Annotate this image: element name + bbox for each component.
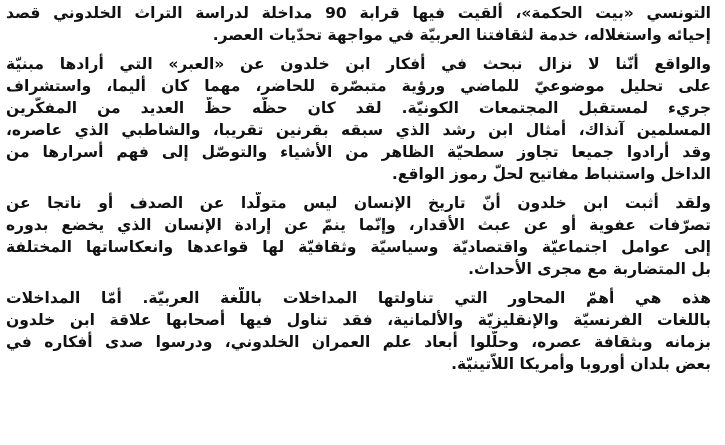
text-line: بعض بلدان أوروبا وأمريكا اللاّتينيّة. <box>451 355 711 373</box>
text-line: بزمانه وبثقافة عصره، وحلّلوا أبعاد علم العمران الخلدوني، ودرسوا صدى أفكاره في <box>6 333 711 351</box>
text-line: ولقد أثبت ابن خلدون أنّ تاريخ الإنسان ليس متولّدا عن الصدف أو ناتجا عن <box>6 194 711 212</box>
paragraph-1 <box>6 2 711 46</box>
text-line: تصرّفات عفوية أو عن عبث الأقدار، وإنّما ينمّ عن إرادة الإنسان الذي يخضع بدوره <box>6 216 711 234</box>
text-line: على تحليل موضوعيّ للماضي ورؤية متبصّرة للحاضر، مهما كان أليما، واستشراف <box>6 77 711 95</box>
text-line: باللغات الفرنسيّة والإنقليزيّة والألمانية، فقد تناول فيها أصحابها علاقة ابن خلدون <box>6 311 711 329</box>
text-line: الداخل واستنباط مفاتيح لحلّ رموز الواقع. <box>391 165 711 183</box>
text-line: التونسي «بيت الحكمة»، ألقيت فيها قرابة 90 مداخلة لدراسة التراث الخلدوني قصد <box>6 4 711 22</box>
paragraph-gap <box>6 46 711 53</box>
text-line: والواقع أنّنا لا نزال نبحث في أفكار ابن خلدون عن «العبر» التي أرادها مبنيّة <box>6 55 711 73</box>
text-line: المسلمين آنذاك، أمثال ابن رشد الذي سبقه بقرنين تقريبا، والشاطبي الذي عاصره، <box>6 121 711 139</box>
text-line: إلى عوامل اجتماعيّة واقتصاديّة وسياسيّة وثقافيّة لها قواعدها وانعكاساتها المختلفة <box>6 238 711 256</box>
paragraph-4 <box>6 287 711 375</box>
paragraph-2 <box>6 53 711 185</box>
text-line: إحيائه واستغلاله، خدمة لثقافتنا العربيّة في مواجهة تحدّيات العصر. <box>212 26 711 44</box>
paragraph-3 <box>6 192 711 280</box>
text-line: جريء لمستقبل المجتمعات الكونيّة. لقد كان حظّه حظّ العديد من المفكّرين <box>6 99 711 117</box>
text-line: هذه هي أهمّ المحاور التي تناولتها المداخلات باللّغة العربيّة. أمّا المداخلات <box>6 289 711 307</box>
text-line: وقد أرادوا جميعا تجاوز سطحيّة الظاهر من الأشياء والتوصّل إلى فهم أسرارها من <box>6 143 711 161</box>
paragraph-gap <box>6 185 711 192</box>
text-line: بل المتضاربة مع مجرى الأحداث. <box>468 260 711 278</box>
paragraph-gap <box>6 280 711 287</box>
